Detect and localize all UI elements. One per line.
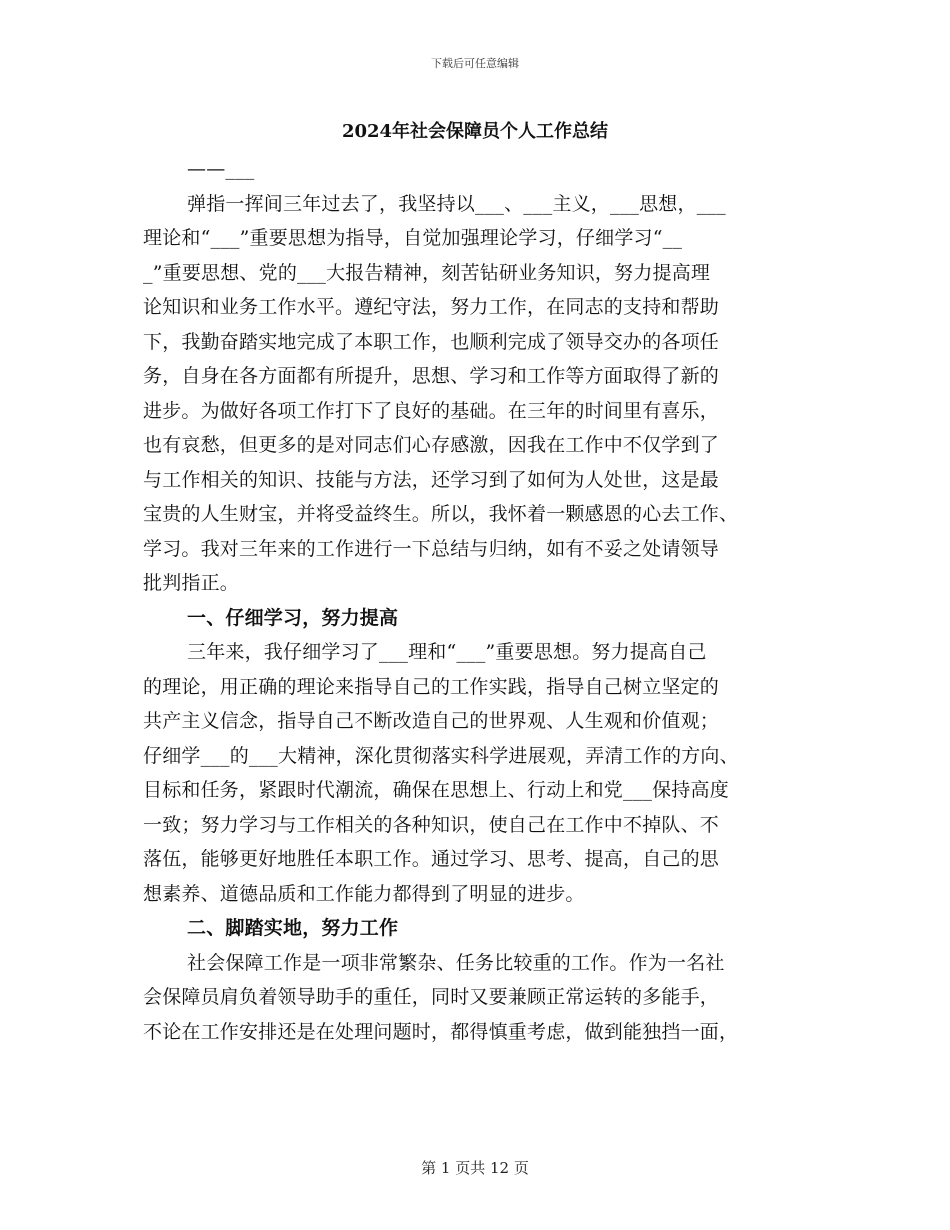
body-text-line: _”重要思想、党的___大报告精神，刻苦钻研业务知识，努力提高理 xyxy=(143,261,711,284)
document-title: 2024年社会保障员个人工作总结 xyxy=(341,121,609,142)
body-text-line: 学习。我对三年来的工作进行一下总结与归纳，如有不妥之处请领导 xyxy=(143,537,720,560)
body-text-line: 共产主义信念，指导自己不断改造自己的世界观、人生观和价值观； xyxy=(143,710,720,732)
body-text-line: 弹指一挥间三年过去了，我坚持以___、___主义，___思想，___ xyxy=(187,192,726,215)
body-text-line: 理论和“___”重要思想为指导，自觉加强理论学习，仔细学习“__ xyxy=(143,227,683,249)
document-body xyxy=(143,152,808,1049)
body-text-line: 想素养、道德品质和工作能力都得到了明显的进步。 xyxy=(143,882,585,905)
page-footer: 第 1 页共 12 页 xyxy=(421,1159,529,1177)
body-text-line: 社会保障工作是一项非常繁杂、任务比较重的工作。作为一名社 xyxy=(187,951,725,974)
section-heading: 二、脚踏实地，努力工作 xyxy=(187,917,399,939)
body-text-line: 与工作相关的知识、技能与方法，还学习到了如何为人处世，这是最 xyxy=(143,468,720,491)
section-heading: 一、仔细学习，努力提高 xyxy=(187,606,399,629)
body-text-line: 下，我勤奋踏实地完成了本职工作，也顺利完成了领导交办的各项任 xyxy=(143,330,720,353)
body-text-line: 论知识和业务工作水平。遵纪守法，努力工作，在同志的支持和帮助 xyxy=(143,296,720,318)
body-text-line: 三年来，我仔细学习了___理和“___”重要思想。努力提高自己 xyxy=(187,641,707,663)
body-text-line: 目标和任务，紧跟时代潮流，确保在思想上、行动上和党___保持高度 xyxy=(143,779,729,801)
body-text-line: 落伍，能够更好地胜任本职工作。通过学习、思考、提高，自己的思 xyxy=(143,848,720,870)
body-text-line: 批判指正。 xyxy=(143,572,240,594)
body-text-line: 不论在工作安排还是在处理问题时，都得慎重考虑，做到能独挡一面， xyxy=(143,1020,739,1043)
page-header: 下载后可任意编辑 xyxy=(431,57,519,70)
body-text-line: ——___ xyxy=(187,158,255,180)
body-text-line: 仔细学___的___大精神，深化贯彻落实科学进展观，弄清工作的方向、 xyxy=(143,744,739,767)
body-text-line: 的理论，用正确的理论来指导自己的工作实践，指导自己树立坚定的 xyxy=(143,675,720,698)
body-text-line: 一致；努力学习与工作相关的各种知识，使自己在工作中不掉队、不 xyxy=(143,813,720,836)
body-text-line: 务，自身在各方面都有所提升，思想、学习和工作等方面取得了新的 xyxy=(143,365,720,387)
body-text-line: 也有哀愁，但更多的是对同志们心存感激，因我在工作中不仅学到了 xyxy=(143,434,720,456)
body-text-line: 进步。为做好各项工作打下了良好的基础。在三年的时间里有喜乐， xyxy=(143,399,720,422)
body-text-line: 宝贵的人生财宝，并将受益终生。所以，我怀着一颗感恩的心去工作、 xyxy=(143,503,739,525)
body-text-line: 会保障员肩负着领导助手的重任，同时又要兼顾正常运转的多能手， xyxy=(143,986,720,1008)
